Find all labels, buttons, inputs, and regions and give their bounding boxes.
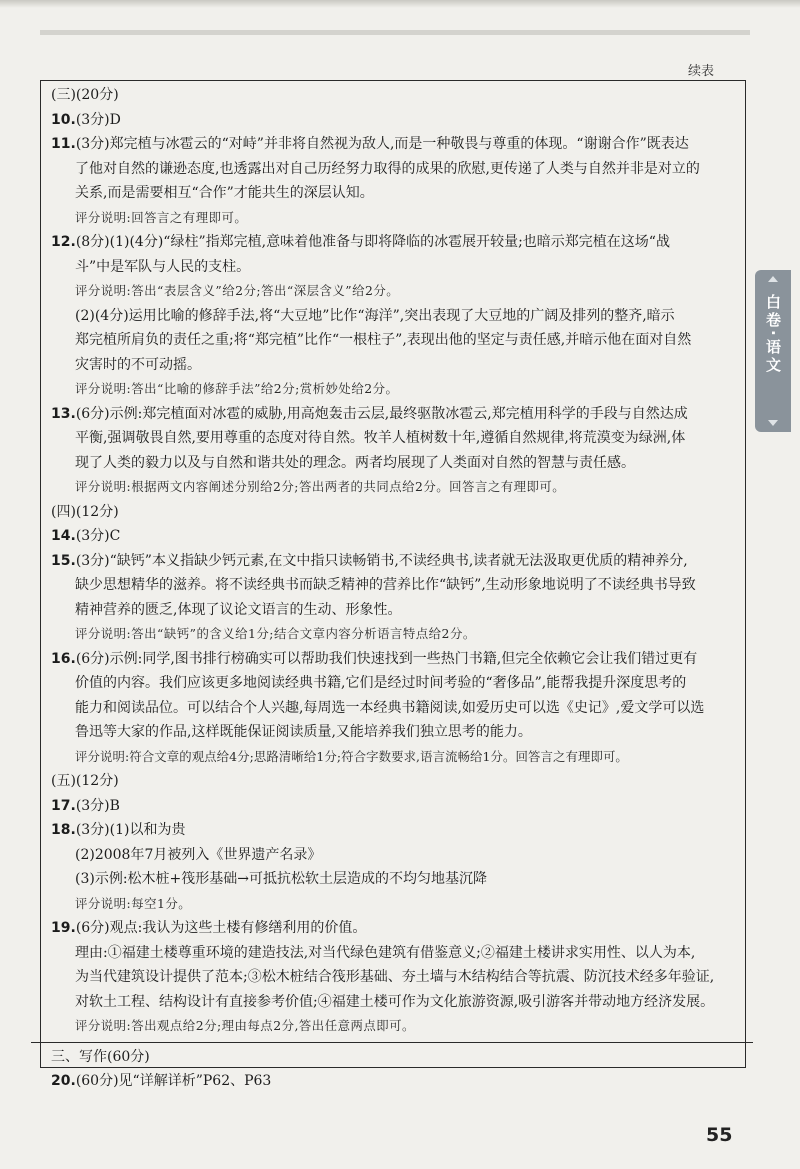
answer-line: (3分)(1)以和为贵 [75,822,186,838]
answer-text: (3分)C [75,528,121,544]
answer-12 [51,230,737,402]
question-number: 17. [51,797,76,814]
scoring-note: 评分说明:回答言之有理即可。 [75,209,248,225]
writing-heading: 三、写作(60分) [51,1048,150,1065]
scoring-note: 评分说明:答出观点给2分;理由每点2分,答出任意两点即可。 [75,1018,415,1033]
answer-line: (6分)示例:郑完植面对冰雹的威胁,用高炮轰击云层,最终驱散冰雹云,郑完植用科学的手段与自然达成 [75,405,688,422]
answer-16 [51,647,737,770]
answer-line: 缺少思想精华的滋养。将不读经典书而缺乏精神的营养比作“缺钙”,生动形象地说明了不读经典书导致 [75,577,696,593]
question-number: 15. [51,552,76,569]
answer-text: (60分)见“详解详析”P62、P63 [75,1073,272,1089]
page-top-shadow [0,0,800,8]
scoring-note: 评分说明:答出“缺钙”的含义给1分;结合文章内容分析语言特点给2分。 [75,626,476,641]
answer-line: (2)2008年7月被列入《世界遗产名录》 [75,846,322,863]
question-number: 16. [51,650,76,667]
section-heading-3: (三)(20分) [51,87,119,103]
answer-line: 现了人类的毅力以及与自然和谐共处的理念。两者均展现了人类面对自然的智慧与责任感。 [75,454,635,471]
question-number: 14. [51,528,76,544]
side-tab-label: 白卷·语文 [764,294,782,375]
answer-line: 关系,而是需要相互“合作”才能共生的深层认知。 [75,185,374,201]
question-number: 10. [51,111,76,128]
answer-line: 鲁迅等大家的作品,这样既能保证阅读质量,又能培养我们独立思考的能力。 [75,724,532,740]
answer-line: 为当代建筑设计提供了范本;③松木桩结合筏形基础、夯土墙与木结构结合等抗震、防沉技术经多年验证, [75,969,715,985]
reading-answers [41,81,745,1039]
answer-17 [51,794,737,819]
answer-line: 价值的内容。我们应该更多地阅读经典书籍,它们是经过时间考验的“奢侈品”,能帮我提升深度思考的 [75,675,687,691]
answer-14 [51,524,737,549]
page-number: 55 [706,1124,733,1146]
question-number: 20. [51,1073,76,1089]
answer-line: (3)示例:松木桩+筏形基础→可抵抗松软土层造成的不均匀地基沉降 [75,871,488,887]
answer-line: 理由:①福建土楼尊重环境的建造技法,对当代绿色建筑有借鉴意义;②福建土楼讲求实用性、以人为本, [75,944,696,961]
triangle-down-icon [768,420,778,426]
continuation-label: 续表 [688,64,715,79]
answer-line: 灾害时的不可动摇。 [75,356,201,373]
answer-line: 能力和阅读品位。可以结合个人兴趣,每周选一本经典书籍阅读,如爱历史可以选《史记》,爱文学可以选 [75,699,705,716]
section-heading-5: (五)(12分) [51,773,119,789]
answer-18 [51,818,737,916]
answer-15 [51,549,737,647]
answer-line: (3分)“缺钙”本义指缺少钙元素,在文中指只读畅销书,不读经典书,读者就无法汲取更优质的精神养分, [75,552,688,569]
triangle-up-icon [768,276,778,282]
answer-20 [51,1069,737,1094]
header-rule [40,30,750,35]
answer-line: (2)(4分)运用比喻的修辞手法,将“大豆地”比作“海洋”,突出表现了大豆地的广阔及排列的整齐,暗示 [75,307,675,324]
answer-line: 对软土工程、结构设计有直接参考价值;④福建土楼可作为文化旅游资源,吸引游客并带动地方经济发展。 [75,993,715,1010]
answer-text: (3分)D [75,111,121,128]
scoring-note: 评分说明:答出“表层含义”给2分;答出“深层含义”给2分。 [75,283,400,298]
answer-19 [51,916,737,1039]
scoring-note: 评分说明:每空1分。 [75,895,192,911]
answer-text: (3分)B [75,797,120,814]
answer-11 [51,132,737,230]
answer-line: (8分)(1)(4分)“绿柱”指郑完植,意味着他准备与即将降临的冰雹展开较量;也暗示郑完植在这场“战 [75,234,670,250]
answer-13 [51,402,737,500]
question-number: 11. [51,136,76,152]
side-tab [755,270,791,432]
answer-table [40,80,746,1089]
question-number: 13. [51,405,76,422]
answer-line: (6分)观点:我认为这些土楼有修缮利用的价值。 [75,920,367,936]
answer-line: 了他对自然的谦逊态度,也透露出对自己历经努力取得的成果的欣慰,更传递了人类与自然并非是对立的 [75,160,700,177]
question-number: 18. [51,822,76,838]
answer-line: 郑完植所肩负的责任之重;将“郑完植”比作“一根柱子”,表现出他的坚定与责任感,并暗示他在面对自然 [75,332,692,348]
section-heading-4: (四)(12分) [51,503,119,520]
writing-section [41,1043,745,1094]
answer-line: 平衡,强调敬畏自然,要用尊重的态度对待自然。牧羊人植树数十年,遵循自然规律,将荒漠变为绿洲,体 [75,430,686,446]
answer-line: (6分)示例:同学,图书排行榜确实可以帮助我们快速找到一些热门书籍,但完全依赖它会让我们错过更有 [75,650,698,667]
answer-line: 精神营养的匮乏,体现了议论文语言的生动、形象性。 [75,601,402,618]
scoring-note: 评分说明:根据两文内容阐述分别给2分;答出两者的共同点给2分。回答言之有理即可。 [75,479,566,494]
answer-10 [51,108,737,133]
question-number: 12. [51,234,76,250]
answer-line: 斗”中是军队与人民的支柱。 [75,258,251,275]
scoring-note: 评分说明:符合文章的观点给4分;思路清晰给1分;符合字数要求,语言流畅给1分。回答言之有理即可。 [75,748,628,764]
scoring-note: 评分说明:答出“比喻的修辞手法”给2分;赏析妙处给2分。 [75,381,399,396]
question-number: 19. [51,920,76,936]
answer-line: (3分)郑完植与冰雹云的“对峙”并非将自然视为敌人,而是一种敬畏与尊重的体现。“谢谢合作”既表达 [75,136,689,152]
